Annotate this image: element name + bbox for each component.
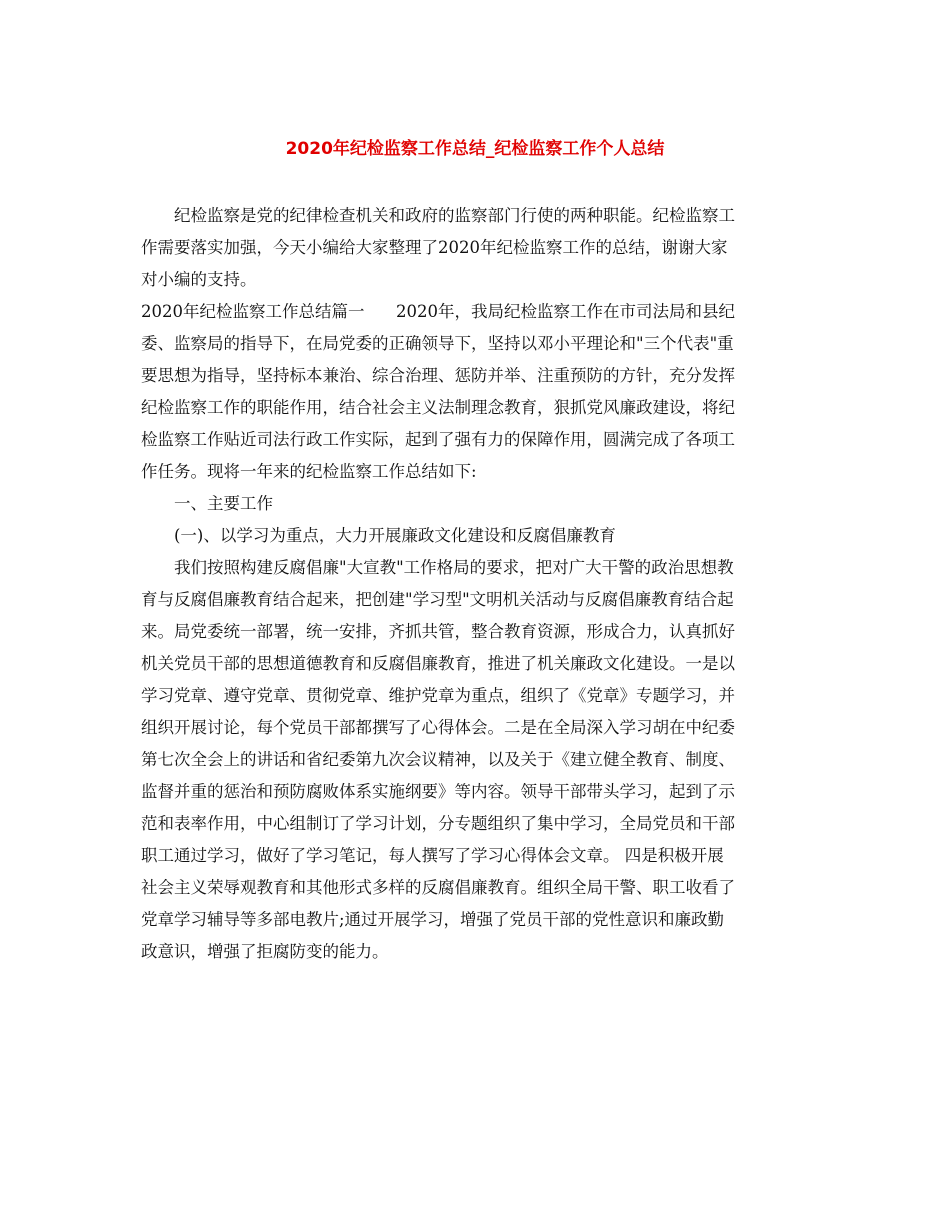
body-line: 检监察工作贴近司法行政工作实际，起到了强有力的保障作用，圆满完成了各项工: [141, 430, 735, 449]
body-line: 党章学习辅导等多部电教片;通过开展学习，增强了党员干部的党性意识和廉政勤: [141, 910, 725, 929]
body-line: 职工通过学习，做好了学习笔记，每人撰写了学习心得体会文章。 四是积极开展: [141, 846, 724, 865]
body-line: 学习党章、遵守党章、贯彻党章、维护党章为重点，组织了《党章》专题学习，并: [141, 686, 735, 705]
body-line: (一)、以学习为重点，大力开展廉政文化建设和反腐倡廉教育: [174, 526, 616, 545]
body-line: 育与反腐倡廉教育结合起来，把创建"学习型"文明机关活动与反腐倡廉教育结合起: [141, 590, 734, 609]
body-line: 委、监察局的指导下，在局党委的正确领导下，坚持以邓小平理论和"三个代表"重: [141, 334, 734, 353]
body-line: 监督并重的惩治和预防腐败体系实施纲要》等内容。领导干部带头学习，起到了示: [141, 782, 735, 801]
body-line: 组织开展讨论，每个党员干部都撰写了心得体会。二是在全局深入学习胡在中纪委: [141, 718, 735, 737]
document-body: [141, 200, 821, 968]
body-line: 作需要落实加强，今天小编给大家整理了2020年纪检监察工作的总结，谢谢大家: [141, 238, 728, 257]
body-line: 我们按照构建反腐倡廉"大宣教"工作格局的要求，把对广大干警的政治思想教: [174, 558, 734, 577]
body-line: 第七次全会上的讲话和省纪委第九次会议精神，以及关于《建立健全教育、制度、: [141, 750, 735, 769]
document-title: 2020年纪检监察工作总结_纪检监察工作个人总结: [285, 139, 665, 159]
body-line: 政意识，增强了拒腐防变的能力。: [141, 942, 389, 961]
body-line: 作任务。现将一年来的纪检监察工作总结如下:: [141, 462, 477, 481]
body-line: 纪检监察工作的职能作用，结合社会主义法制理念教育，狠抓党风廉政建设，将纪: [141, 398, 735, 417]
body-line: 对小编的支持。: [141, 270, 257, 289]
body-line: 一、主要工作: [174, 494, 273, 513]
body-line: 要思想为指导，坚持标本兼治、综合治理、惩防并举、注重预防的方针，充分发挥: [141, 366, 735, 385]
body-line: 范和表率作用，中心组制订了学习计划，分专题组织了集中学习，全局党员和干部: [141, 814, 735, 833]
body-line: 来。局党委统一部署，统一安排，齐抓共管，整合教育资源，形成合力，认真抓好: [141, 622, 735, 641]
body-line: 纪检监察是党的纪律检查机关和政府的监察部门行使的两种职能。纪检监察工: [174, 206, 735, 225]
body-line: 社会主义荣辱观教育和其他形式多样的反腐倡廉教育。组织全局干警、职工收看了: [141, 878, 735, 897]
body-line: 机关党员干部的思想道德教育和反腐倡廉教育，推进了机关廉政文化建设。一是以: [141, 654, 735, 673]
body-line: 2020年纪检监察工作总结篇一 2020年，我局纪检监察工作在市司法局和县纪: [141, 302, 735, 321]
